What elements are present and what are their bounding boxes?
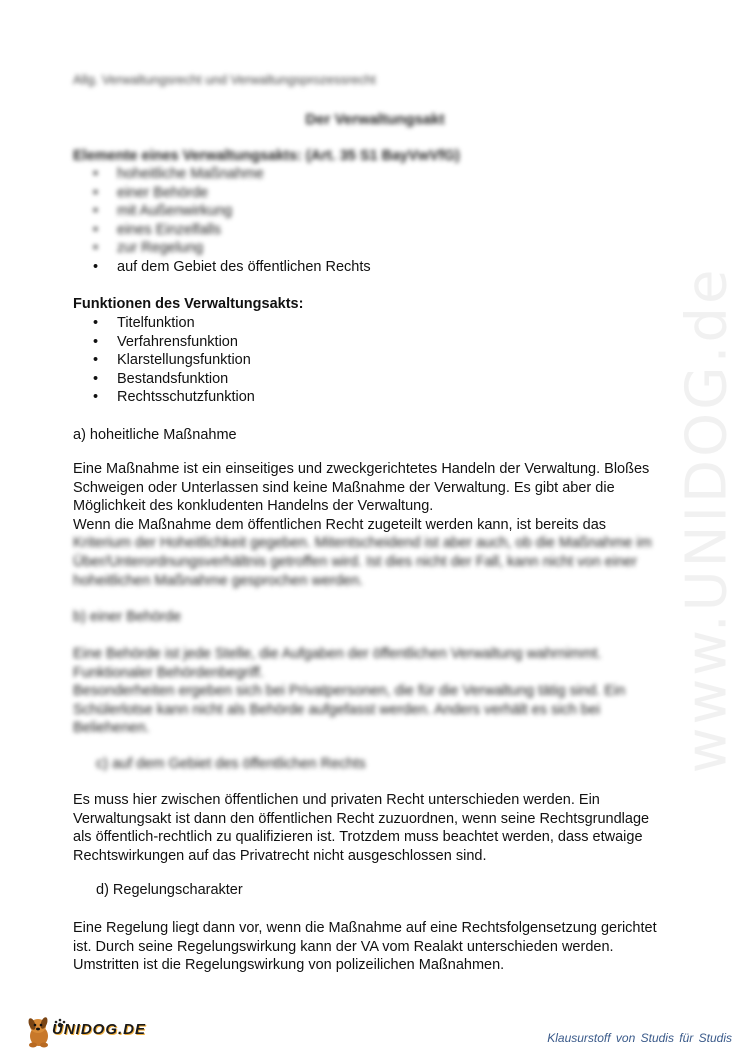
paragraph-line: Verwaltungsakt ist dann den öffentlichen Recht zuzuordnen, wenn seine Rechtsgrundlage bbox=[73, 810, 650, 827]
section-d-heading: d) Regelungscharakter bbox=[96, 882, 243, 898]
section-a-heading: a) hoheitliche Maßnahme bbox=[73, 427, 237, 443]
paragraph-line: Funktionaler Behördenbegriff. bbox=[73, 664, 264, 681]
paragraph-line: Es muss hier zwischen öffentlichen und privaten Recht unterschieden werden. Ein bbox=[73, 792, 600, 808]
section-b-heading: b) einer Behörde bbox=[73, 609, 182, 625]
section-c-paragraph bbox=[73, 791, 683, 865]
paragraph-line: Wenn die Maßnahme dem öffentlichen Recht zugeteilt werden kann, ist bereits das bbox=[73, 516, 607, 533]
list-item: • Bestandsfunktion bbox=[73, 370, 255, 389]
document-title: Der Verwaltungsakt bbox=[305, 111, 445, 128]
list-item: • mit Außenwirkung bbox=[73, 202, 371, 221]
paragraph-line: als öffentlich-rechtlich zu qualifizieren ist. Trotzdem muss beachtet werden, dass etwaige bbox=[73, 829, 643, 846]
paragraph-line: Schülerlotse kann nicht als Behörde aufgefasst werden. Anders verhält es sich bei bbox=[73, 701, 601, 718]
paragraph-line: Rechtswirkungen auf das Privatrecht nicht ausgeschlossen sind. bbox=[73, 847, 487, 864]
watermark: www.UNIDOG.de bbox=[674, 266, 740, 774]
paragraph-line: Eine Behörde ist jede Stelle, die Aufgaben der öffentlichen Verwaltung wahrnimmt. bbox=[73, 646, 602, 662]
footer-logo-text[interactable]: UNIDOG.DE bbox=[52, 1021, 147, 1038]
section-d-paragraph bbox=[73, 919, 683, 975]
paragraph-line: Schweigen oder Unterlassen sind keine Maßnahme der Verwaltung. Es gibt aber die bbox=[73, 479, 615, 496]
elements-list bbox=[73, 165, 371, 277]
list-item: • eines Einzelfalls bbox=[73, 221, 371, 240]
running-header: Allg. Verwaltungsrecht und Verwaltungsprozessrecht bbox=[73, 72, 376, 87]
list-item: • auf dem Gebiet des öffentlichen Rechts bbox=[73, 258, 371, 277]
paragraph-line: ist. Durch seine Regelungswirkung kann der VA vom Realakt unterschieden werden. bbox=[73, 938, 614, 955]
paragraph-line: Möglichkeit des konkludenten Handelns der Verwaltung. bbox=[73, 498, 434, 515]
functions-heading: Funktionen des Verwaltungsakts: bbox=[73, 296, 304, 312]
section-a-paragraph bbox=[73, 460, 683, 590]
paragraph-line: hoheitlichen Maßnahme gesprochen werden. bbox=[73, 572, 364, 589]
list-item: • Titelfunktion bbox=[73, 314, 255, 333]
paragraph-line: Kriterium der Hoheitlichkeit gegeben. Mitentscheidend ist aber auch, ob die Maßnahme im bbox=[73, 535, 652, 552]
section-c-heading: c) auf dem Gebiet des öffentlichen Rechts bbox=[96, 756, 366, 772]
elements-heading: Elemente eines Verwaltungsakts: (Art. 35 S1 BayVwVfG) bbox=[73, 148, 460, 164]
list-item: • zur Regelung bbox=[73, 239, 371, 258]
section-b-paragraph bbox=[73, 645, 683, 738]
list-item: • Klarstellungsfunktion bbox=[73, 351, 255, 370]
paragraph-line: Über/Unterordnungsverhältnis getroffen wird. Ist dies nicht der Fall, kann nicht von einer bbox=[73, 553, 637, 570]
list-item: • Verfahrensfunktion bbox=[73, 333, 255, 352]
paragraph-line: Eine Maßnahme ist ein einseitiges und zweckgerichtetes Handeln der Verwaltung. Bloßes bbox=[73, 461, 650, 477]
paragraph-line: Beliehenen. bbox=[73, 720, 150, 737]
functions-list bbox=[73, 314, 255, 407]
list-item: • Rechtsschutzfunktion bbox=[73, 388, 255, 407]
footer-tagline: Klausurstoff von Studis für Studis bbox=[547, 1031, 732, 1045]
paragraph-line: Eine Regelung liegt dann vor, wenn die Maßnahme auf eine Rechtsfolgensetzung gerichtet bbox=[73, 920, 657, 936]
list-item: • einer Behörde bbox=[73, 184, 371, 203]
paragraph-line: Umstritten ist die Regelungswirkung von polizeilichen Maßnahmen. bbox=[73, 957, 505, 974]
paragraph-line: Besonderheiten ergeben sich bei Privatpersonen, die für die Verwaltung tätig sind. Ein bbox=[73, 683, 626, 700]
list-item: • hoheitliche Maßnahme bbox=[73, 165, 371, 184]
